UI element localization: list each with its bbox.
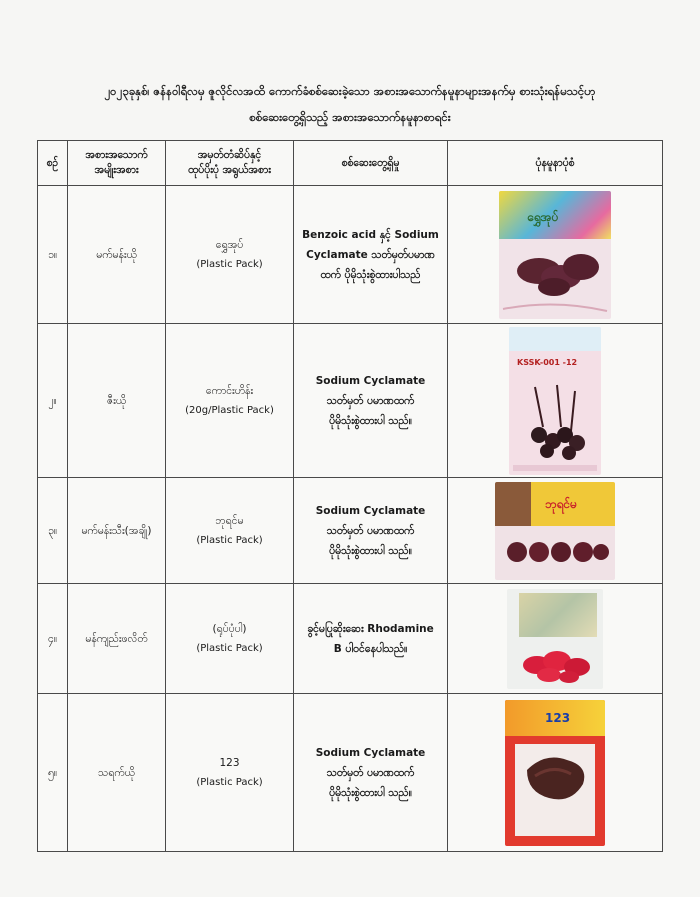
row-finding: ခွင့်မပြုဆိုးဆေး Rhodamine B ပါဝင်နေပါသည်။ — [294, 584, 448, 694]
candy-sticks-graphic — [509, 327, 601, 475]
row-photo — [448, 478, 663, 584]
row-photo — [448, 694, 663, 852]
row-brand-pack: 123 (Plastic Pack) — [166, 694, 294, 852]
row-finding: Sodium Cyclamate သတ်မှတ် ပမာဏထက် ပိုမိုသုံးစွဲထားပါ သည်။ — [294, 694, 448, 852]
product-photo-1 — [499, 191, 611, 319]
candy-rounds-graphic — [495, 482, 615, 580]
row-brand-pack: ကောင်းဟိန်း (20g/Plastic Pack) — [166, 324, 294, 478]
row-brand-pack: ရွှေအုပ် (Plastic Pack) — [166, 186, 294, 324]
brand-label-text: 123 — [545, 710, 571, 725]
table-header-row — [38, 141, 663, 186]
header-photo: ပုံနမူနာပုံစံ — [448, 141, 663, 186]
row-photo — [448, 186, 663, 324]
header-no: စဉ် — [38, 141, 68, 186]
row-food-type: ဇီးယို — [68, 324, 166, 478]
product-photo-3 — [495, 482, 615, 580]
row-brand-pack: (ရုပ်ပုံပါ) (Plastic Pack) — [166, 584, 294, 694]
row-no: ၃။ — [38, 478, 68, 584]
red-candy-graphic — [507, 589, 603, 689]
candy-pieces-graphic — [499, 191, 611, 319]
row-no: ၂။ — [38, 324, 68, 478]
header-finding: စစ်ဆေးတွေ့ရှိမှု — [294, 141, 448, 186]
row-no: ၄။ — [38, 584, 68, 694]
row-finding: Sodium Cyclamate သတ်မှတ် ပမာဏထက် ပိုမိုသုံးစွဲထားပါ သည်။ — [294, 324, 448, 478]
document-title — [40, 78, 660, 130]
row-finding: Sodium Cyclamate သတ်မှတ် ပမာဏထက် ပိုမိုသုံးစွဲထားပါ သည်။ — [294, 478, 448, 584]
header-food-type: အစားအသောက် အမျိုးအစား — [68, 141, 166, 186]
row-food-type: မန်ကျည်းဖလိတ် — [68, 584, 166, 694]
table-row — [38, 694, 663, 852]
title-line-1: ၂၀၂၃ခုနှစ်၊ ဇန်နဝါရီလမှ ဇူလိုင်လအထိ ကောက်ခံစစ်ဆေးခဲ့သော အစားအသောက်နမူနာများအနက်မှ စားသုံးရန်မသင့်ဟု — [104, 84, 596, 98]
header-brand-pack: အမှတ်တံဆိပ်နှင့် ထုပ်ပိုးပုံ အရွယ်အစား — [166, 141, 294, 186]
mango-candy-graphic — [505, 700, 605, 846]
sample-table — [37, 140, 663, 852]
table-row — [38, 478, 663, 584]
brand-label-text: ရွှေအုပ် — [527, 209, 559, 224]
table-row — [38, 186, 663, 324]
row-no: ၁။ — [38, 186, 68, 324]
title-line-2: စစ်ဆေးတွေ့ရှိသည့် အစားအသောက်နမူနာစာရင်း — [249, 110, 451, 124]
row-food-type: သရက်ယို — [68, 694, 166, 852]
table-row — [38, 584, 663, 694]
product-photo-4 — [507, 589, 603, 689]
table-row — [38, 324, 663, 478]
brand-label-text: ဘုရင်မ — [545, 496, 577, 511]
row-brand-pack: ဘုရင်မ (Plastic Pack) — [166, 478, 294, 584]
product-photo-5 — [505, 700, 605, 846]
row-photo — [448, 584, 663, 694]
row-food-type: မက်မန်းသီး(အချို) — [68, 478, 166, 584]
product-photo-2 — [509, 327, 601, 475]
row-photo — [448, 324, 663, 478]
row-finding: Benzoic acid နှင့် Sodium Cyclamate သတ်မှတ်ပမာဏ ထက် ပိုမိုသုံးစွဲထားပါသည် — [294, 186, 448, 324]
row-no: ၅။ — [38, 694, 68, 852]
batch-code-text: KSSK-001 -12 — [517, 357, 578, 367]
row-food-type: မက်မန်းယို — [68, 186, 166, 324]
